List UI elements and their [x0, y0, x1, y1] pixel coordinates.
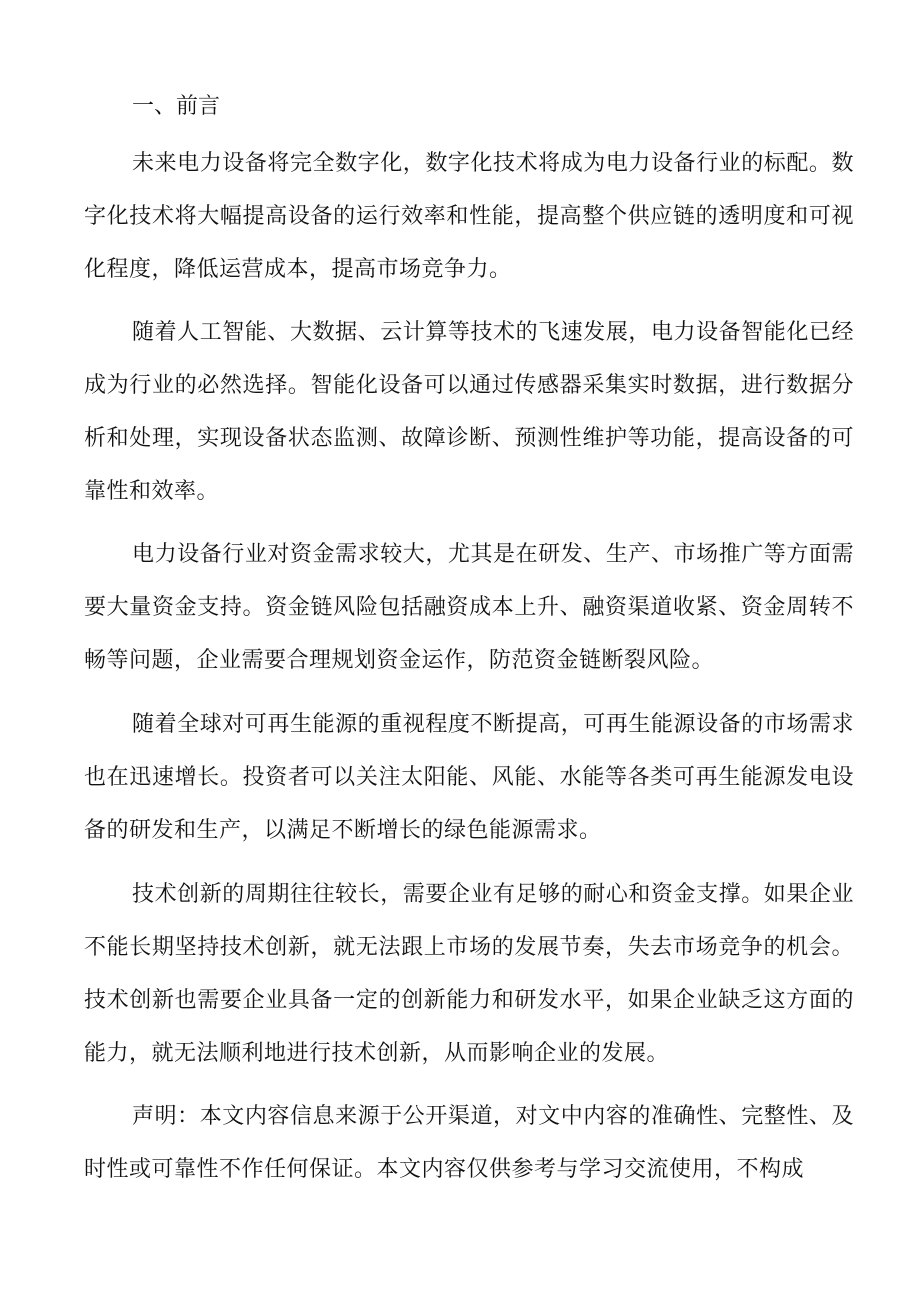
- paragraph-digitalization: 未来电力设备将完全数字化，数字化技术将成为电力设备行业的标配。数字化技术将大幅提高设备的运行效率和性能，提高整个供应链的透明度和可视化程度，降低运营成本，提高市场竞争力。: [84, 151, 854, 282]
- paragraph-capital-risk: 电力设备行业对资金需求较大，尤其是在研发、生产、市场推广等方面需要大量资金支持。资金链风险包括融资成本上升、融资渠道收紧、资金周转不畅等问题，企业需要合理规划资金运作，防范资金链断裂风险。: [84, 542, 854, 673]
- section-heading: 一、前言: [132, 94, 221, 119]
- paragraph-tech-innovation: 技术创新的周期往往较长，需要企业有足够的耐心和资金支撑。如果企业不能长期坚持技术创新，就无法跟上市场的发展节奏，失去市场竞争的机会。技术创新也需要企业具备一定的创新能力和研发水平，如果企业缺乏这方面的能力，就无法顺利地进行技术创新，从而影响企业的发展。: [84, 882, 854, 1066]
- paragraph-intelligence: 随着人工智能、大数据、云计算等技术的飞速发展，电力设备智能化已经成为行业的必然选择。智能化设备可以通过传感器采集实时数据，进行数据分析和处理，实现设备状态监测、故障诊断、预测性维护等功能，提高设备的可靠性和效率。: [84, 320, 854, 504]
- paragraph-disclaimer: 声明：本文内容信息来源于公开渠道，对文中内容的准确性、完整性、及时性或可靠性不作任何保证。本文内容仅供参考与学习交流使用，不构成: [84, 1104, 854, 1182]
- paragraph-renewable-energy: 随着全球对可再生能源的重视程度不断提高，可再生能源设备的市场需求也在迅速增长。投资者可以关注太阳能、风能、水能等各类可再生能源发电设备的研发和生产，以满足不断增长的绿色能源需求。: [84, 712, 854, 843]
